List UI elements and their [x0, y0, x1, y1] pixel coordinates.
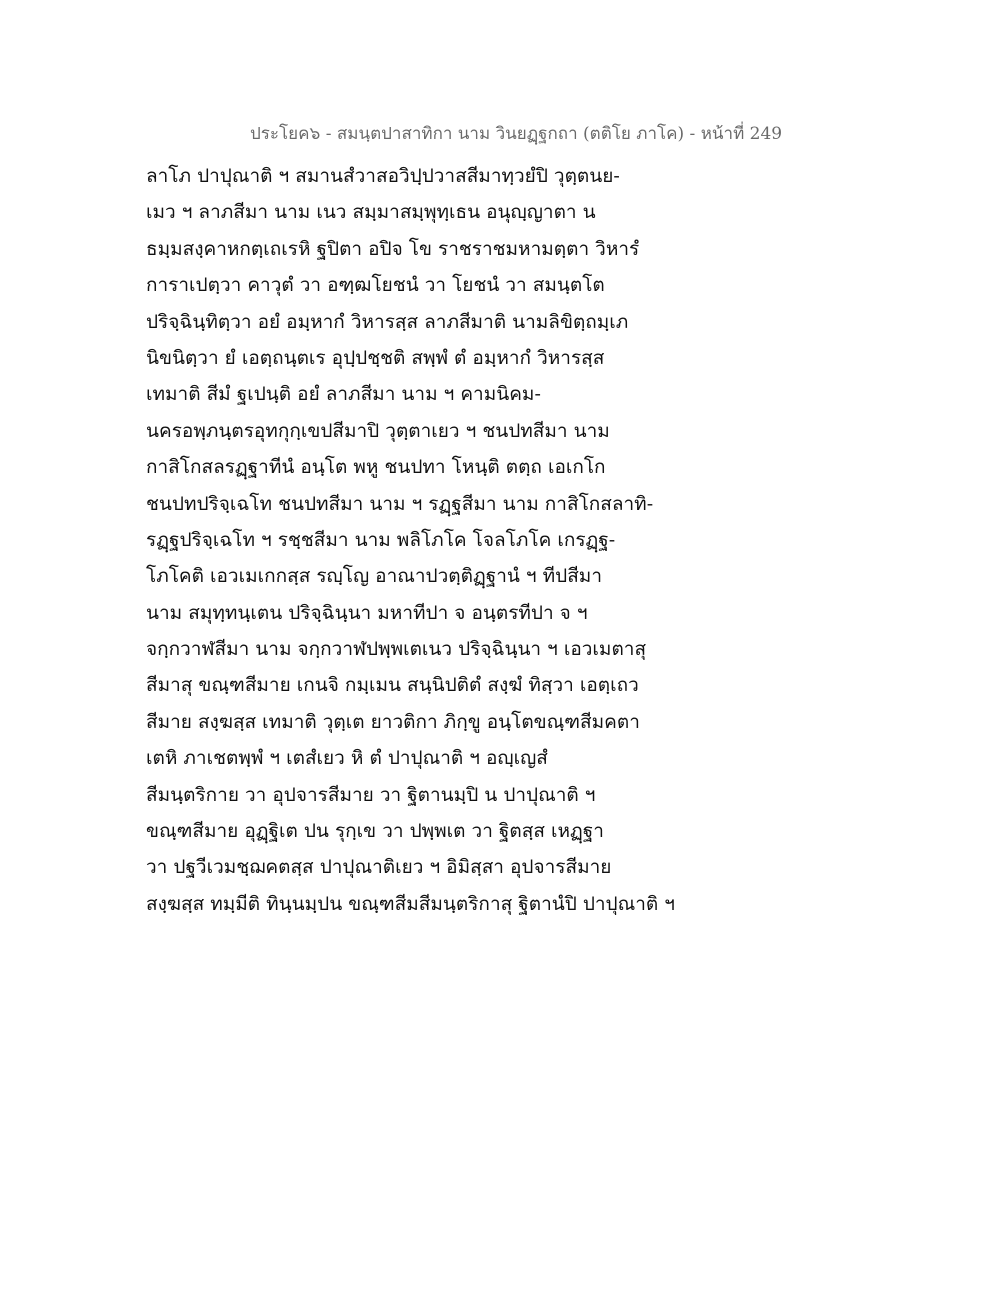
text-line: ธมฺมสงฺคาหกตฺเถเรหิ ฐปิตา อปิจ โข ราชราชมหามตฺตา วิหารํ: [146, 237, 640, 260]
text-line: เตหิ ภาเชตพฺพํ ฯ เตสํเยว หิ ตํ ปาปุณาติ ฯ อญฺเญสํ: [146, 747, 548, 770]
text-line: วา ปฐวีเวมชฺฌคตสฺส ปาปุณาติเยว ฯ อิมิสฺสา อุปจารสีมาย: [146, 856, 612, 879]
text-line: การาเปตฺวา คาวุตํ วา อฑฺฒโยชนํ วา โยชนํ วา สมนฺตโต: [146, 274, 605, 297]
text-line: เทมาติ สีมํ ฐเปนฺติ อยํ ลาภสีมา นาม ฯ คามนิคม-: [146, 383, 541, 406]
text-line: นาม สมุทฺทนฺเตน ปริจฺฉินฺนา มหาทีปา จ อนฺตรทีปา จ ฯ: [146, 601, 588, 624]
text-line: ลาโภ ปาปุณาติ ฯ สมานสํวาสอวิปฺปวาสสีมาทฺวยํปิ วุตฺตนย-: [146, 165, 620, 187]
text-line: สีมาย สงฺฆสฺส เทมาติ วุตฺเต ยาวติกา ภิกฺขู อนฺโตขณฺฑสีมคตา: [146, 710, 640, 733]
text-line: สีมาสุ ขณฺฑสีมาย เกนจิ กมฺเมน สนฺนิปติตํ สงฺฆํ ทิสฺวา เอตฺเถว: [146, 674, 639, 697]
text-line: กาสิโกสลรฏฺฐาทีนํ อนฺโต พหู ชนปทา โหนฺติ ตตฺถ เอเกโก: [146, 456, 606, 479]
body-text: [146, 158, 746, 922]
text-line: โภโคติ เอวเมเกกสฺส รญฺโญ อาณาปวตฺติฏฺฐานํ ฯ ทีปสีมา: [146, 565, 602, 588]
text-line: นิขนิตฺวา ยํ เอตฺถนฺตเร อุปฺปชฺชติ สพฺพํ ตํ อมฺหากํ วิหารสฺส: [146, 346, 605, 369]
running-header: ประโยค๖ - สมนฺตปาสาทิกา นาม วินยฏฺฐกถา (ตติโย ภาโค) - หน้าที่ 249: [250, 124, 783, 144]
text-line: ปริจฺฉินฺทิตฺวา อยํ อมฺหากํ วิหารสฺส ลาภสีมาติ นามลิขิตฺถมฺเภ: [146, 310, 629, 333]
text-line: รฏฺฐปริจฺเฉโท ฯ รชฺชสีมา นาม พลิโภโค โจลโภโค เกรฏฺฐ-: [146, 528, 616, 551]
text-line: สีมนฺตริกาย วา อุปจารสีมาย วา ฐิตานมฺปิ น ปาปุณาติ ฯ: [146, 783, 596, 806]
text-line: เมว ฯ ลาภสีมา นาม เนว สมฺมาสมฺพุทฺเธน อนุญฺญาตา น: [146, 201, 596, 224]
text-line: สงฺฆสฺส ทมฺมีติ ทินฺนมฺปน ขณฺฑสีมสีมนฺตริกาสุ ฐิตานํปิ ปาปุณาติ ฯ: [146, 892, 675, 915]
text-line: จกฺกวาฬสีมา นาม จกฺกวาฬปพฺพเตเนว ปริจฺฉินฺนา ฯ เอวเมตาสุ: [146, 638, 647, 661]
text-line: ชนปทปริจฺเฉโท ชนปทสีมา นาม ฯ รฏฺฐสีมา นาม กาสิโกสลาทิ-: [146, 492, 654, 515]
text-line: นครอพฺภนฺตรอุทกุกฺเขปสีมาปิ วุตฺตาเยว ฯ ชนปทสีมา นาม: [146, 419, 610, 442]
text-line: ขณฺฑสีมาย อุฏฺฐิเต ปน รุกฺเข วา ปพฺพเต วา ฐิตสฺส เหฏฺฐา: [146, 820, 604, 843]
